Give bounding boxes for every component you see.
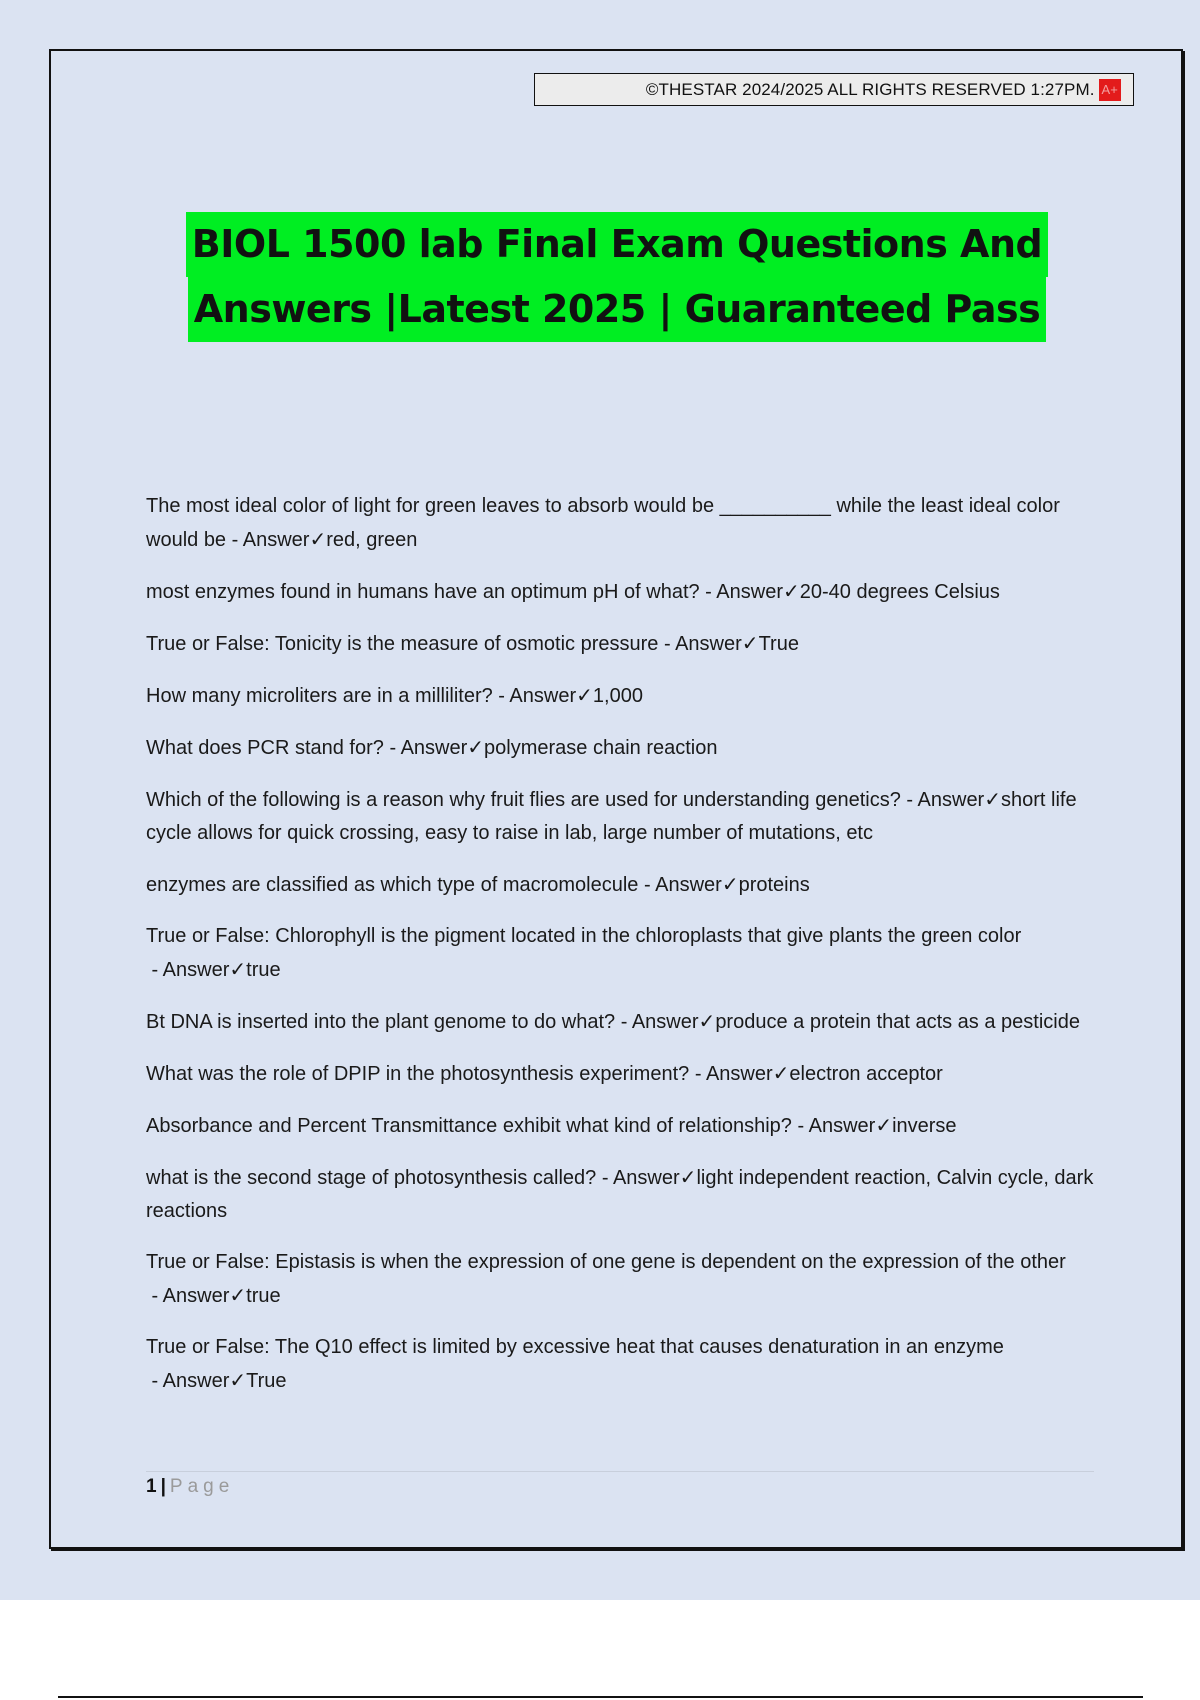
question-text: Absorbance and Percent Transmittance exhibit what kind of relationship?	[146, 1115, 792, 1137]
answer-separator: -	[638, 874, 656, 896]
qa-item	[146, 627, 1096, 661]
qa-item	[146, 1057, 1096, 1091]
page-number-value: 1	[146, 1476, 157, 1497]
answer-text: short life cycle allows for quick crossing, easy to raise in lab, large number of mutations, etc	[146, 789, 1077, 844]
check-icon: ✓	[698, 1009, 716, 1033]
answer-label: Answer	[612, 1167, 680, 1189]
answer-label: Answer	[162, 1285, 230, 1307]
answer-label: Answer	[655, 874, 722, 896]
page-number	[146, 1474, 234, 1500]
answer-separator: -	[699, 581, 717, 603]
answer-text: True	[246, 1370, 287, 1392]
qa-item	[146, 731, 1096, 765]
answer-separator: -	[146, 959, 163, 981]
question-text: what is the second stage of photosynthesis called?	[146, 1167, 597, 1189]
answer-label: Answer	[242, 529, 310, 551]
check-icon: ✓	[772, 1061, 790, 1085]
answer-separator: -	[226, 529, 243, 551]
qa-item	[146, 868, 1096, 902]
check-icon: ✓	[467, 735, 485, 759]
check-icon: ✓	[783, 579, 800, 603]
check-icon: ✓	[741, 631, 759, 655]
answer-label: Answer	[162, 959, 230, 981]
answer-text: light independent reaction, Calvin cycle, dark reactions	[146, 1167, 1094, 1222]
check-icon: ✓	[984, 787, 1001, 811]
answer-label: Answer	[705, 1063, 773, 1085]
grade-badge: A+	[1099, 79, 1121, 101]
answer-text: red, green	[326, 529, 418, 551]
answer-separator: -	[900, 789, 918, 811]
answer-separator: -	[615, 1011, 632, 1033]
answer-text: 1,000	[592, 685, 643, 707]
question-text: The most ideal color of light for green leaves to absorb would be __________ while the least ideal color would be	[146, 495, 1060, 551]
answer-text: true	[246, 1285, 281, 1307]
qa-item	[146, 1161, 1096, 1228]
check-icon: ✓	[576, 683, 593, 707]
answer-label: Answer	[917, 789, 985, 811]
qa-item	[146, 1246, 1096, 1313]
question-text: What does PCR stand for?	[146, 737, 384, 759]
answer-text: produce a protein that acts as a pesticide	[715, 1011, 1080, 1033]
qa-item	[146, 1005, 1096, 1039]
qa-item	[146, 575, 1096, 609]
answer-separator: -	[689, 1063, 706, 1085]
answer-label: Answer	[400, 737, 468, 759]
answer-text: proteins	[738, 874, 810, 896]
answer-separator: -	[492, 685, 510, 707]
answer-label: Answer	[675, 633, 742, 655]
qa-item	[146, 1331, 1096, 1398]
qa-item	[146, 490, 1096, 557]
page-word: Page	[169, 1476, 235, 1497]
qa-item	[146, 920, 1096, 987]
copyright-text: ©THESTAR 2024/2025 ALL RIGHTS RESERVED 1:27PM.	[645, 79, 1095, 99]
check-icon: ✓	[679, 1165, 697, 1189]
answer-separator: -	[658, 633, 676, 655]
answer-text: true	[246, 959, 281, 981]
check-icon: ✓	[875, 1113, 893, 1137]
answer-text: inverse	[892, 1115, 957, 1137]
answer-label: Answer	[509, 685, 577, 707]
question-text: most enzymes found in humans have an optimum pH of what?	[146, 581, 700, 603]
question-text: enzymes are classified as which type of macromolecule	[146, 874, 639, 896]
question-text: What was the role of DPIP in the photosynthesis experiment?	[146, 1063, 690, 1085]
answer-separator: -	[146, 1285, 163, 1307]
check-icon: ✓	[721, 872, 739, 896]
document-title	[150, 212, 1084, 342]
copyright-header	[534, 73, 1134, 106]
answer-label: Answer	[162, 1370, 230, 1392]
title-line-2: Answers |Latest 2025 | Guaranteed Pass	[188, 277, 1047, 342]
qa-item	[146, 679, 1096, 713]
answer-text: polymerase chain reaction	[484, 737, 718, 759]
question-text: True or False: The Q10 effect is limited by excessive heat that causes denaturation in an enzyme	[146, 1336, 1004, 1358]
answer-text: True	[758, 633, 799, 655]
answer-text: 20-40 degrees Celsius	[799, 581, 1000, 603]
page-number-bar: |	[160, 1476, 166, 1497]
qa-item	[146, 783, 1096, 850]
answer-separator: -	[596, 1167, 613, 1189]
title-line-1: BIOL 1500 lab Final Exam Questions And	[186, 212, 1048, 277]
question-text: Which of the following is a reason why fruit flies are used for understanding genetics?	[146, 789, 901, 811]
answer-separator: -	[791, 1115, 809, 1137]
question-text: True or False: Chlorophyll is the pigment located in the chloroplasts that give plants the green color	[146, 925, 1022, 947]
bottom-divider	[58, 1696, 1143, 1698]
footer-divider	[146, 1471, 1094, 1472]
check-icon: ✓	[309, 527, 327, 551]
answer-label: Answer	[631, 1011, 699, 1033]
qa-list	[146, 490, 1096, 1416]
answer-separator: -	[383, 737, 401, 759]
answer-label: Answer	[808, 1115, 876, 1137]
check-icon: ✓	[229, 957, 247, 981]
check-icon: ✓	[229, 1368, 247, 1392]
qa-item	[146, 1109, 1096, 1143]
question-text: True or False: Tonicity is the measure of osmotic pressure	[146, 633, 659, 655]
question-text: True or False: Epistasis is when the expression of one gene is dependent on the expression of the other	[146, 1251, 1066, 1273]
answer-text: electron acceptor	[789, 1063, 943, 1085]
question-text: Bt DNA is inserted into the plant genome to do what?	[146, 1011, 616, 1033]
check-icon: ✓	[229, 1283, 247, 1307]
question-text: How many microliters are in a milliliter?	[146, 685, 493, 707]
answer-label: Answer	[716, 581, 783, 603]
answer-separator: -	[146, 1370, 163, 1392]
